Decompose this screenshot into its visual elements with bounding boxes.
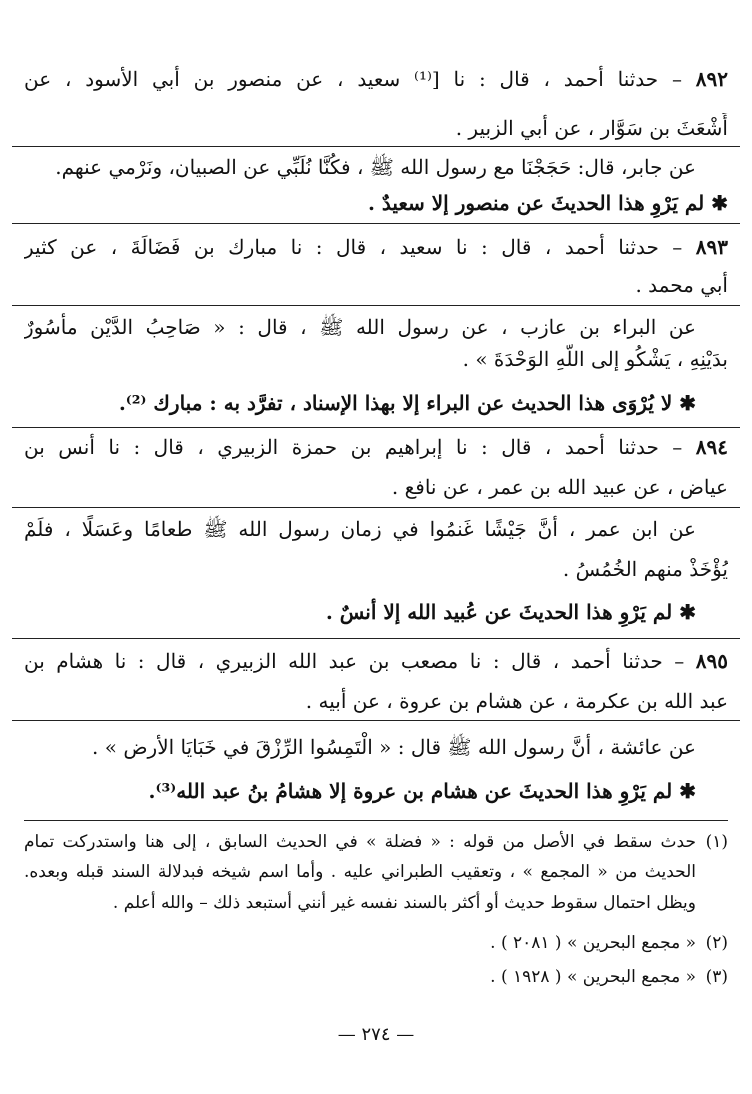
hadith-894-matn-line-2: يُؤْخَذْ منهم الخُمُسُ . <box>562 557 728 581</box>
footnote-number: (٢) <box>705 933 728 953</box>
hadith-892-comment: ✱ لم يَرْوِ هذا الحديثَ عن منصور إلا سعيدٌ . <box>367 191 728 215</box>
footnote-1-line-2: الحديث من « المجمع » ، وتعقيب الطبراني عليه . وأما اسم شيخه فبدلالة السند قبله وبعده. <box>24 862 696 882</box>
hadith-892-matn: عن جابر، قال: حَجَجْنَا مع رسول الله ﷺ ، فكُنَّا نُلَبِّي عن الصبيان، ونَرْمي عنهم. <box>55 155 696 179</box>
hadith-895-comment: ✱ لم يَرْوِ هذا الحديثَ عن هشام بن عروة إلا هشامُ بنُ عبد الله⁽³⁾. <box>148 779 696 803</box>
hadith-number: ٨٩٣ <box>695 235 728 259</box>
hadith-895-isnad-line-1: ٨٩٥ – حدثنا أحمد ، قال : نا مصعب بن عبد الله الزبيري ، قال : نا هشام بن <box>24 649 728 673</box>
divider <box>12 507 740 508</box>
divider <box>12 720 740 721</box>
divider <box>12 305 740 306</box>
footnote-1-line-1: حدث سقط في الأصل من قوله : « فضلة » في الحديث السابق ، إلى هنا واستدركت تمام <box>24 832 696 852</box>
hadith-number: ٨٩٥ <box>695 649 728 673</box>
hadith-894-matn-line-1: عن ابن عمر ، أنَّ جَيْشًا غَنمُوا في زمان رسول الله ﷺ طعامًا وعَسَلًا ، فلَمْ <box>24 517 696 541</box>
footnotes-divider <box>24 820 728 821</box>
footnote-1-line-3: ويظل احتمال سقوط حديث أو أكثر بالسند نفسه غير أنني أستبعد ذلك – والله أعلم . <box>112 893 696 913</box>
hadith-894-isnad-line-2: عياض ، عن عبيد الله بن عمر ، عن نافع . <box>391 475 728 499</box>
divider <box>12 146 740 147</box>
footnote-number: (٣) <box>705 967 728 987</box>
hadith-892-isnad-line-2: أَشْعَثَ بن سَوَّار ، عن أبي الزبير . <box>455 116 728 140</box>
hadith-893-comment: ✱ لا يُرْوَى هذا الحديث عن البراء إلا بهذا الإسناد ، تفرَّد به : مبارك ⁽²⁾. <box>118 391 696 415</box>
footnote-3-text: « مجمع البحرين » ( ١٩٢٨ ) . <box>490 967 696 987</box>
hadith-895-isnad-line-2: عبد الله بن عكرمة ، عن هشام بن عروة ، عن أبيه . <box>305 689 728 713</box>
hadith-893-matn-line-2: بدَيْنِهِ ، يَشْكُو إلى اللَّهِ الوَحْدَةَ » . <box>462 347 728 371</box>
hadith-894-comment: ✱ لم يَرْوِ هذا الحديثَ عن عُبيد الله إلا أنسٌ . <box>325 600 696 624</box>
hadith-893-matn-line-1: عن البراء بن عازب ، عن رسول الله ﷺ ، قال : « صَاحِبُ الدَّيْن مأْسُورٌ <box>24 315 696 339</box>
footnote-number: (١) <box>705 832 728 852</box>
divider <box>12 427 740 428</box>
hadith-number: ٨٩٢ <box>695 67 728 91</box>
hadith-number: ٨٩٤ <box>695 435 728 459</box>
hadith-894-isnad-line-1: ٨٩٤ – حدثنا أحمد ، قال : نا إبراهيم بن حمزة الزبيري ، قال : نا أنس بن <box>24 435 728 459</box>
divider <box>12 638 740 639</box>
divider <box>12 223 740 224</box>
page-number: — ٢٧٤ — <box>337 1024 415 1045</box>
hadith-895-matn: عن عائشة ، أنَّ رسول الله ﷺ قال : « الْتَمِسُوا الرِّزْقَ في خَبَايَا الأرض » . <box>92 735 696 759</box>
hadith-893-isnad-line-1: ٨٩٣ – حدثنا أحمد ، قال : نا سعيد ، قال : نا مبارك بن فَضَالَةَ ، عن كثير <box>24 235 728 259</box>
hadith-892-isnad-line-1: ٨٩٢ – حدثنا أحمد ، قال : نا [⁽¹⁾ سعيد ، عن منصور بن أبي الأسود ، عن <box>24 67 728 91</box>
footnote-2-text: « مجمع البحرين » ( ٢٠٨١ ) . <box>490 933 696 953</box>
hadith-893-isnad-line-2: أبي محمد . <box>635 273 728 297</box>
